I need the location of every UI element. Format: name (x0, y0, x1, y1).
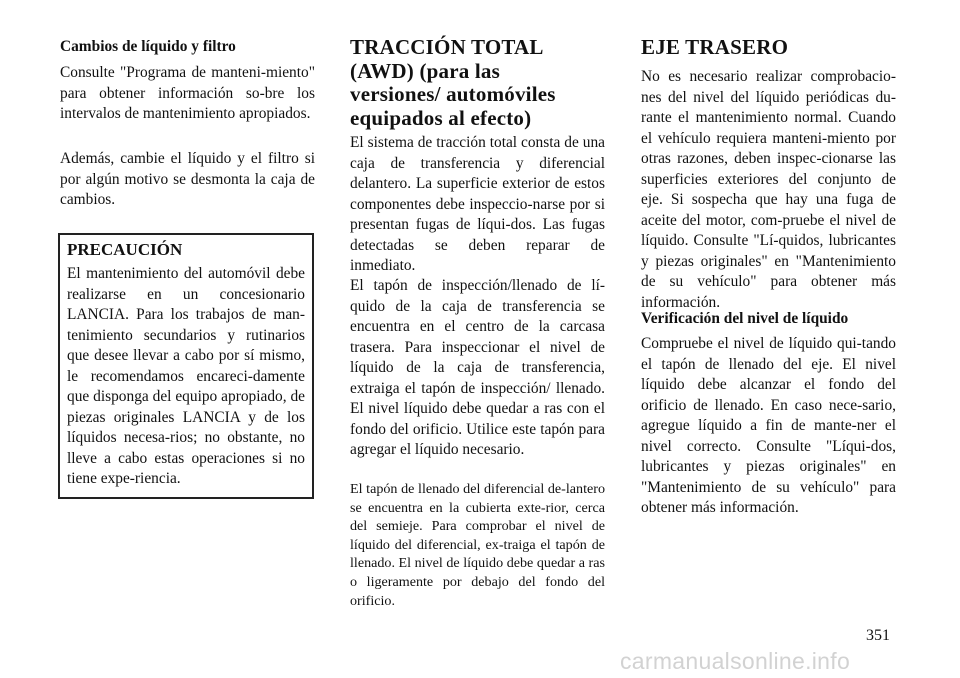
watermark: carmanualsonline.info (620, 648, 851, 674)
fluid-level-subheading: Verificación del nivel de líquido (641, 310, 849, 327)
awd-paragraph-3: El tapón de llenado del diferencial de-lantero se encuentra en la cubierta exte-rior, cerca del semieje. Para comprobar el nivel de líquido del diferencial, ex-traiga el tapón de llenado. El nivel de líquido debe quedar a ras o ligeramente por debajo del fondo del orificio. (350, 481, 605, 609)
rear-axle-heading: EJE TRASERO (641, 35, 789, 59)
caution-box (58, 233, 314, 499)
left-paragraph-1: Consulte "Programa de manteni-miento" para obtener información so-bre los intervalos de mantenimiento apropiados. (60, 64, 315, 122)
awd-heading: TRACCIÓN TOTAL (AWD) (para las versiones/ automóviles equipados al efecto) (350, 35, 556, 130)
awd-paragraph-2: El tapón de inspección/llenado de lí-quido de la caja de transferencia se encuentra en el centro de la carcasa trasera. Para inspeccionar el nivel de líquido de la caja de transferencia, extraiga el tapón de inspección/ llenado. El nivel líquido debe quedar a ras con el fondo del orificio. Utilice este tapón para agregar el líquido necesario. (350, 277, 605, 458)
page-number: 351 (866, 627, 890, 644)
caution-body: El mantenimiento del automóvil debe realizarse en un concesionario LANCIA. Para los trabajos de man-tenimiento secundarios y rutinarios que desee llevar a cabo por sí mismo, le recomendamos encareci-damente que disponga del equipo apropiado, de piezas originales LANCIA y de los líquidos necesa-rios; no obstante, no lleve a cabo estas operaciones si no tiene expe-riencia. (67, 265, 305, 487)
awd-paragraph-1: El sistema de tracción total consta de una caja de transferencia y diferencial delantero. La superficie exterior de estos componentes debe inspeccio-narse por si presentan fugas de líqui-dos. Las fugas detectadas se deben reparar de inmediato. (350, 134, 605, 274)
left-paragraph-2: Además, cambie el líquido y el filtro si por algún motivo se desmonta la caja de cambios. (60, 150, 315, 208)
fluid-filter-subheading: Cambios de líquido y filtro (60, 38, 236, 55)
caution-title: PRECAUCIÓN (67, 240, 183, 259)
rear-axle-paragraph-1: No es necesario realizar comprobacio-nes del nivel del líquido periódicas du-rante el mantenimiento normal. Cuando el vehículo requiera manteni-miento por otras razones, deben inspec-cionarse las superficies exteriores del conjunto de eje. Si sospecha que hay una fuga de aceite del motor, com-pruebe el nivel de líquido. Consulte "Lí-quidos, lubricantes y piezas originales" en "Mantenimiento de su vehículo" para obtener más información. (641, 68, 896, 311)
rear-axle-paragraph-2: Compruebe el nivel de líquido qui-tando el tapón de llenado del eje. El nivel líquido debe alcanzar el fondo del orificio de llenado. En caso nece-sario, agregue líquido a fin de mante-ner el nivel correcto. Consulte "Líqui-dos, lubricantes y piezas originales" en "Mantenimiento de su vehículo" para obtener más información. (641, 335, 896, 516)
